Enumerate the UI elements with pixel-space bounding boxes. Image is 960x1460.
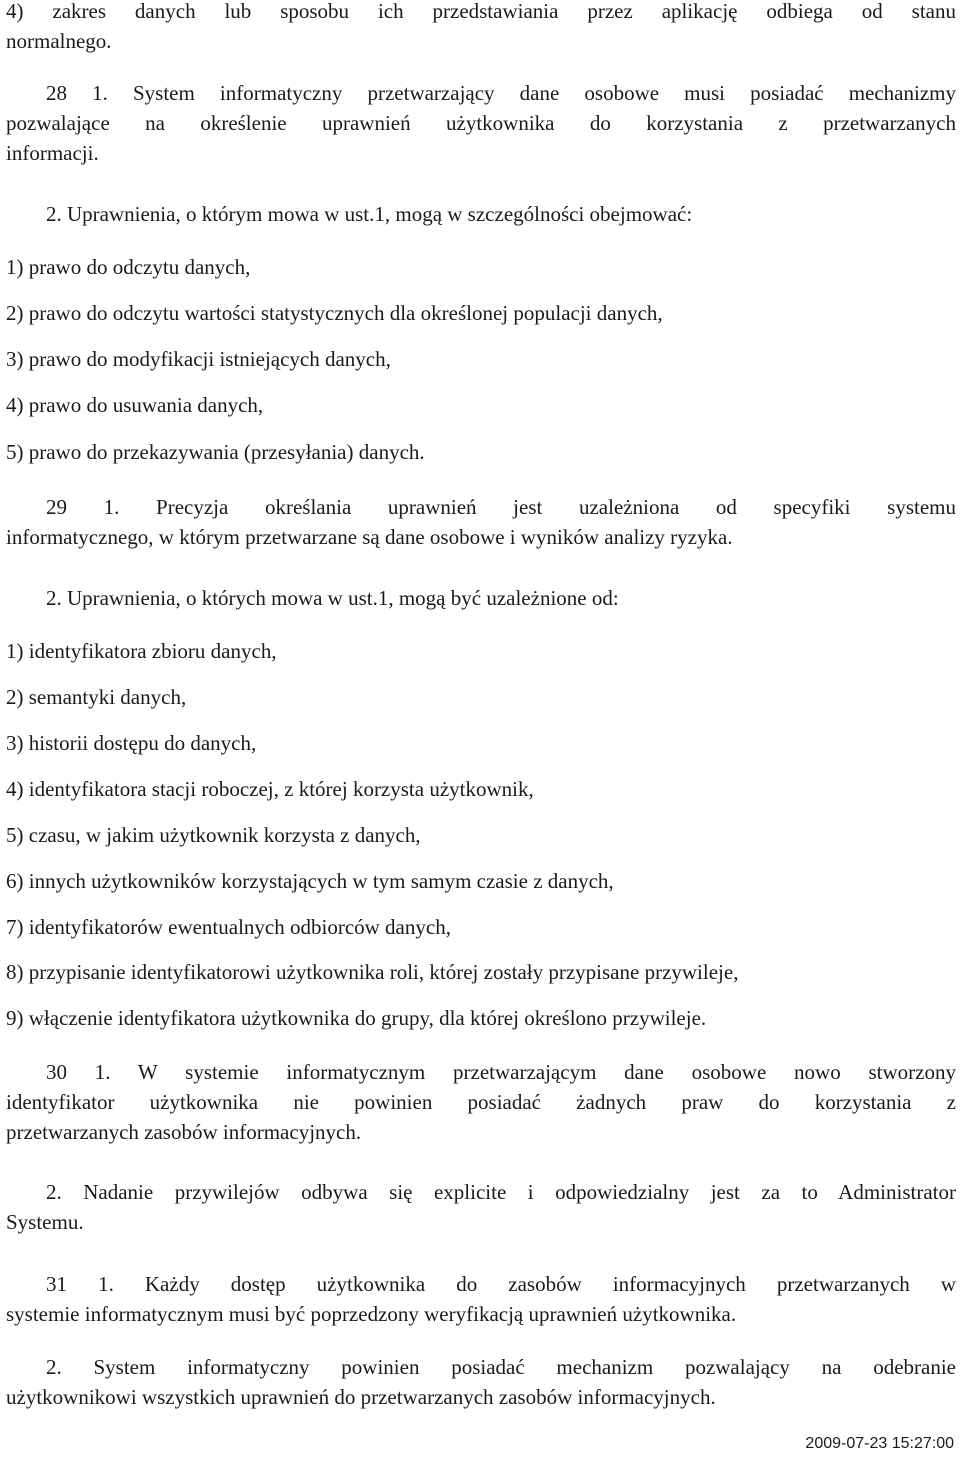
text-line: 29 1. Precyzja określania uprawnień jest uzależniona od specyfiki systemu bbox=[46, 495, 956, 519]
list-item: 9) włączenie identyfikatora użytkownika do grupy, dla której określono przywileje. bbox=[6, 1006, 707, 1030]
text-line: użytkownikowi wszystkich uprawnień do przetwarzanych zasobów informacyjnych. bbox=[6, 1385, 716, 1409]
list-item: 5) czasu, w jakim użytkownik korzysta z danych, bbox=[6, 823, 421, 847]
text-line: informacji. bbox=[6, 141, 99, 165]
list-item: 7) identyfikatorów ewentualnych odbiorców danych, bbox=[6, 915, 451, 939]
list-item: 3) historii dostępu do danych, bbox=[6, 731, 257, 755]
text-line: przetwarzanych zasobów informacyjnych. bbox=[6, 1120, 362, 1144]
list-item: 6) innych użytkowników korzystających w tym samym czasie z danych, bbox=[6, 869, 614, 893]
list-item: 2) prawo do odczytu wartości statystycznych dla określonej populacji danych, bbox=[6, 301, 663, 325]
text-line: 2. System informatyczny powinien posiadać mechanizm pozwalający na odebranie bbox=[46, 1355, 956, 1379]
text-line: normalnego. bbox=[6, 29, 112, 53]
list-item: 5) prawo do przekazywania (przesyłania) danych. bbox=[6, 440, 425, 464]
text-line: 2. Uprawnienia, o którym mowa w ust.1, mogą w szczególności obejmować: bbox=[46, 202, 693, 226]
list-item: 4) prawo do usuwania danych, bbox=[6, 393, 264, 417]
text-line: 2. Nadanie przywilejów odbywa się explicite i odpowiedzialny jest za to Administrator bbox=[46, 1180, 956, 1204]
text-line: identyfikator użytkownika nie powinien posiadać żadnych praw do korzystania z bbox=[6, 1090, 956, 1114]
text-line: 4) zakres danych lub sposobu ich przedstawiania przez aplikację odbiega od stanu bbox=[6, 0, 956, 23]
list-item: 2) semantyki danych, bbox=[6, 685, 187, 709]
list-item: 3) prawo do modyfikacji istniejących danych, bbox=[6, 347, 391, 371]
text-line: Systemu. bbox=[6, 1210, 84, 1234]
text-line: 31 1. Każdy dostęp użytkownika do zasobów informacyjnych przetwarzanych w bbox=[46, 1272, 956, 1296]
list-item: 8) przypisanie identyfikatorowi użytkownika roli, której zostały przypisane przywileje, bbox=[6, 960, 739, 984]
text-line: pozwalające na określenie uprawnień użytkownika do korzystania z przetwarzanych bbox=[6, 111, 956, 135]
text-line: systemie informatycznym musi być poprzedzony weryfikacją uprawnień użytkownika. bbox=[6, 1302, 737, 1326]
text-line: 30 1. W systemie informatycznym przetwarzającym dane osobowe nowo stworzony bbox=[46, 1060, 956, 1084]
list-item: 1) identyfikatora zbioru danych, bbox=[6, 639, 277, 663]
text-line: 28 1. System informatyczny przetwarzający dane osobowe musi posiadać mechanizmy bbox=[46, 81, 956, 105]
list-item: 4) identyfikatora stacji roboczej, z której korzysta użytkownik, bbox=[6, 777, 534, 801]
text-line: 2. Uprawnienia, o których mowa w ust.1, mogą być uzależnione od: bbox=[46, 586, 619, 610]
list-item: 1) prawo do odczytu danych, bbox=[6, 255, 251, 279]
text-line: informatycznego, w którym przetwarzane są dane osobowe i wyników analizy ryzyka. bbox=[6, 525, 733, 549]
footer-timestamp: 2009-07-23 15:27:00 bbox=[805, 1435, 954, 1452]
